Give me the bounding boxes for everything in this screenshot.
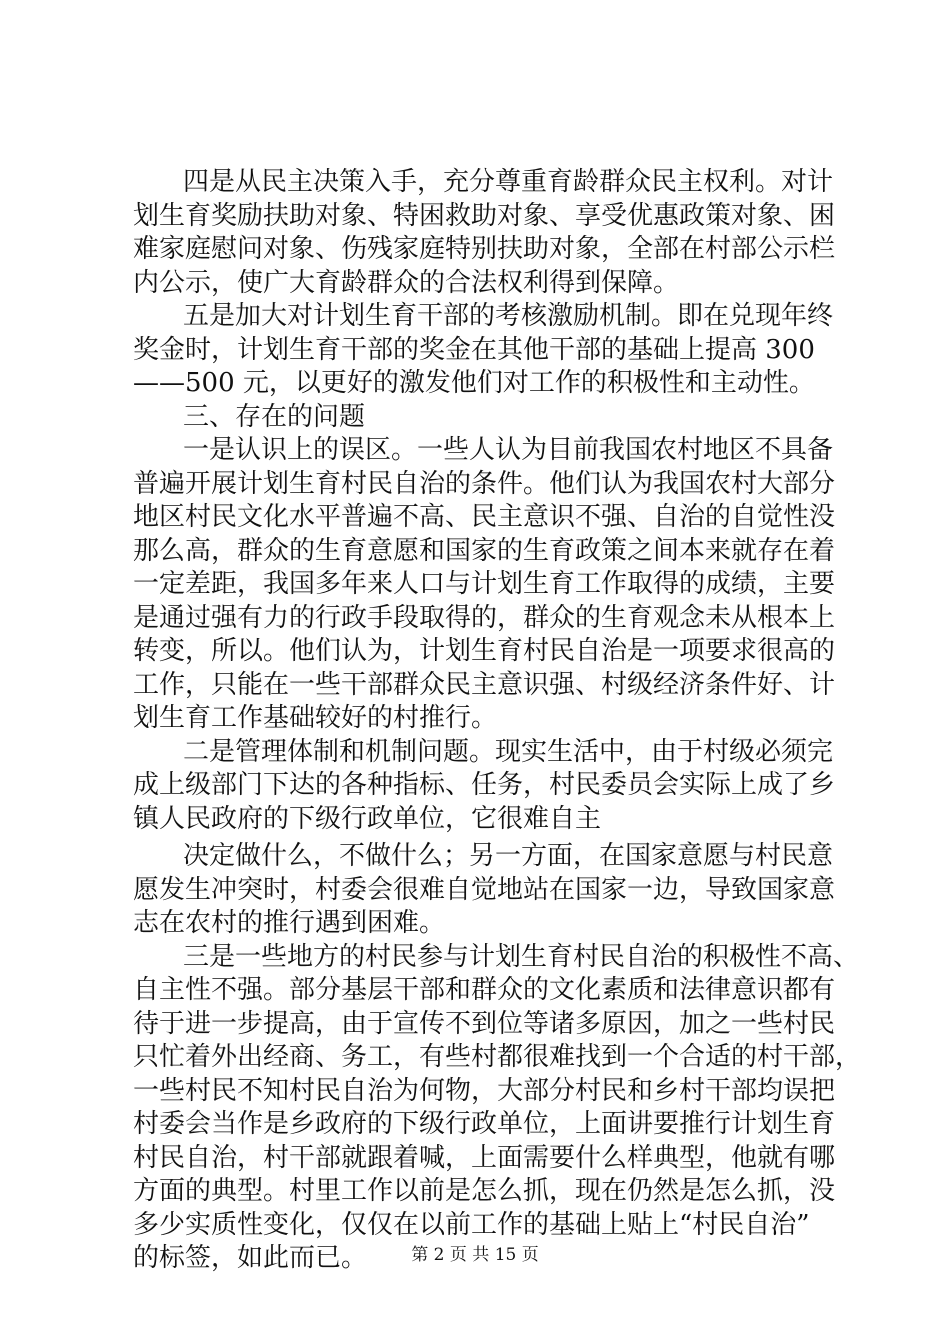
text-line: 划生育奖励扶助对象、特困救助对象、享受优惠政策对象、困	[133, 201, 836, 231]
text-line: 地区村民文化水平普遍不高、民主意识不强、自治的自觉性没	[133, 502, 836, 532]
section-heading: 三、存在的问题	[183, 402, 366, 432]
text-line: 五是加大对计划生育干部的考核激励机制。即在兑现年终	[183, 301, 834, 331]
text-line: 难家庭慰问对象、伤残家庭特别扶助对象，全部在村部公示栏	[133, 234, 836, 264]
text-line: 一定差距，我国多年来人口与计划生育工作取得的成绩，主要	[133, 569, 836, 599]
text-line: 村民自治，村干部就跟着喊，上面需要什么样典型，他就有哪	[133, 1143, 836, 1173]
text-line: 自主性不强。部分基层干部和群众的文化素质和法律意识都有	[133, 975, 836, 1005]
text-line: 一是认识上的误区。一些人认为目前我国农村地区不具备	[183, 435, 834, 465]
text-line: 成上级部门下达的各种指标、任务，村民委员会实际上成了乡	[133, 770, 836, 800]
text-line: 的标签，如此而已。	[133, 1243, 368, 1273]
text-line: 村委会当作是乡政府的下级行政单位，上面讲要推行计划生育	[133, 1109, 836, 1139]
text-line: 那么高，群众的生育意愿和国家的生育政策之间本来就存在着	[133, 536, 836, 566]
text-line: 方面的典型。村里工作以前是怎么抓，现在仍然是怎么抓，没	[133, 1176, 836, 1206]
text-line: 二是管理体制和机制问题。现实生活中，由于村级必须完	[183, 737, 834, 767]
text-line: 三是一些地方的村民参与计划生育村民自治的积极性不高、	[183, 942, 860, 972]
text-line: 转变，所以。他们认为，计划生育村民自治是一项要求很高的	[133, 636, 836, 666]
text-line: 待于进一步提高，由于宣传不到位等诸多原因，加之一些村民	[133, 1009, 836, 1039]
text-line: 志在农村的推行遇到困难。	[133, 908, 446, 938]
text-line: 工作，只能在一些干部群众民主意识强、村级经济条件好、计	[133, 670, 836, 700]
text-line: 奖金时，计划生育干部的奖金在其他干部的基础上提高 300	[133, 335, 815, 365]
text-line: 镇人民政府的下级行政单位，它很难自主	[133, 804, 602, 834]
text-line: 划生育工作基础较好的村推行。	[133, 703, 498, 733]
text-line: 决定做什么，不做什么；另一方面，在国家意愿与村民意	[183, 841, 834, 871]
text-line: 是通过强有力的行政手段取得的，群众的生育观念未从根本上	[133, 603, 836, 633]
text-line: 只忙着外出经商、务工，有些村都很难找到一个合适的村干部，	[133, 1042, 862, 1072]
text-line: 一些村民不知村民自治为何物，大部分村民和乡村干部均误把	[133, 1076, 836, 1106]
text-line: 内公示，使广大育龄群众的合法权利得到保障。	[133, 268, 680, 298]
text-line: 愿发生冲突时，村委会很难自觉地站在国家一边，导致国家意	[133, 875, 836, 905]
page-number-footer: 第 2 页 共 15 页	[411, 1245, 539, 1265]
text-line: 多少实质性变化，仅仅在以前工作的基础上贴上“村民自治”	[133, 1210, 810, 1240]
text-line: 四是从民主决策入手，充分尊重育龄群众民主权利。对计	[183, 167, 834, 197]
text-line: ——500 元，以更好的激发他们对工作的积极性和主动性。	[133, 368, 815, 398]
text-line: 普遍开展计划生育村民自治的条件。他们认为我国农村大部分	[133, 469, 836, 499]
